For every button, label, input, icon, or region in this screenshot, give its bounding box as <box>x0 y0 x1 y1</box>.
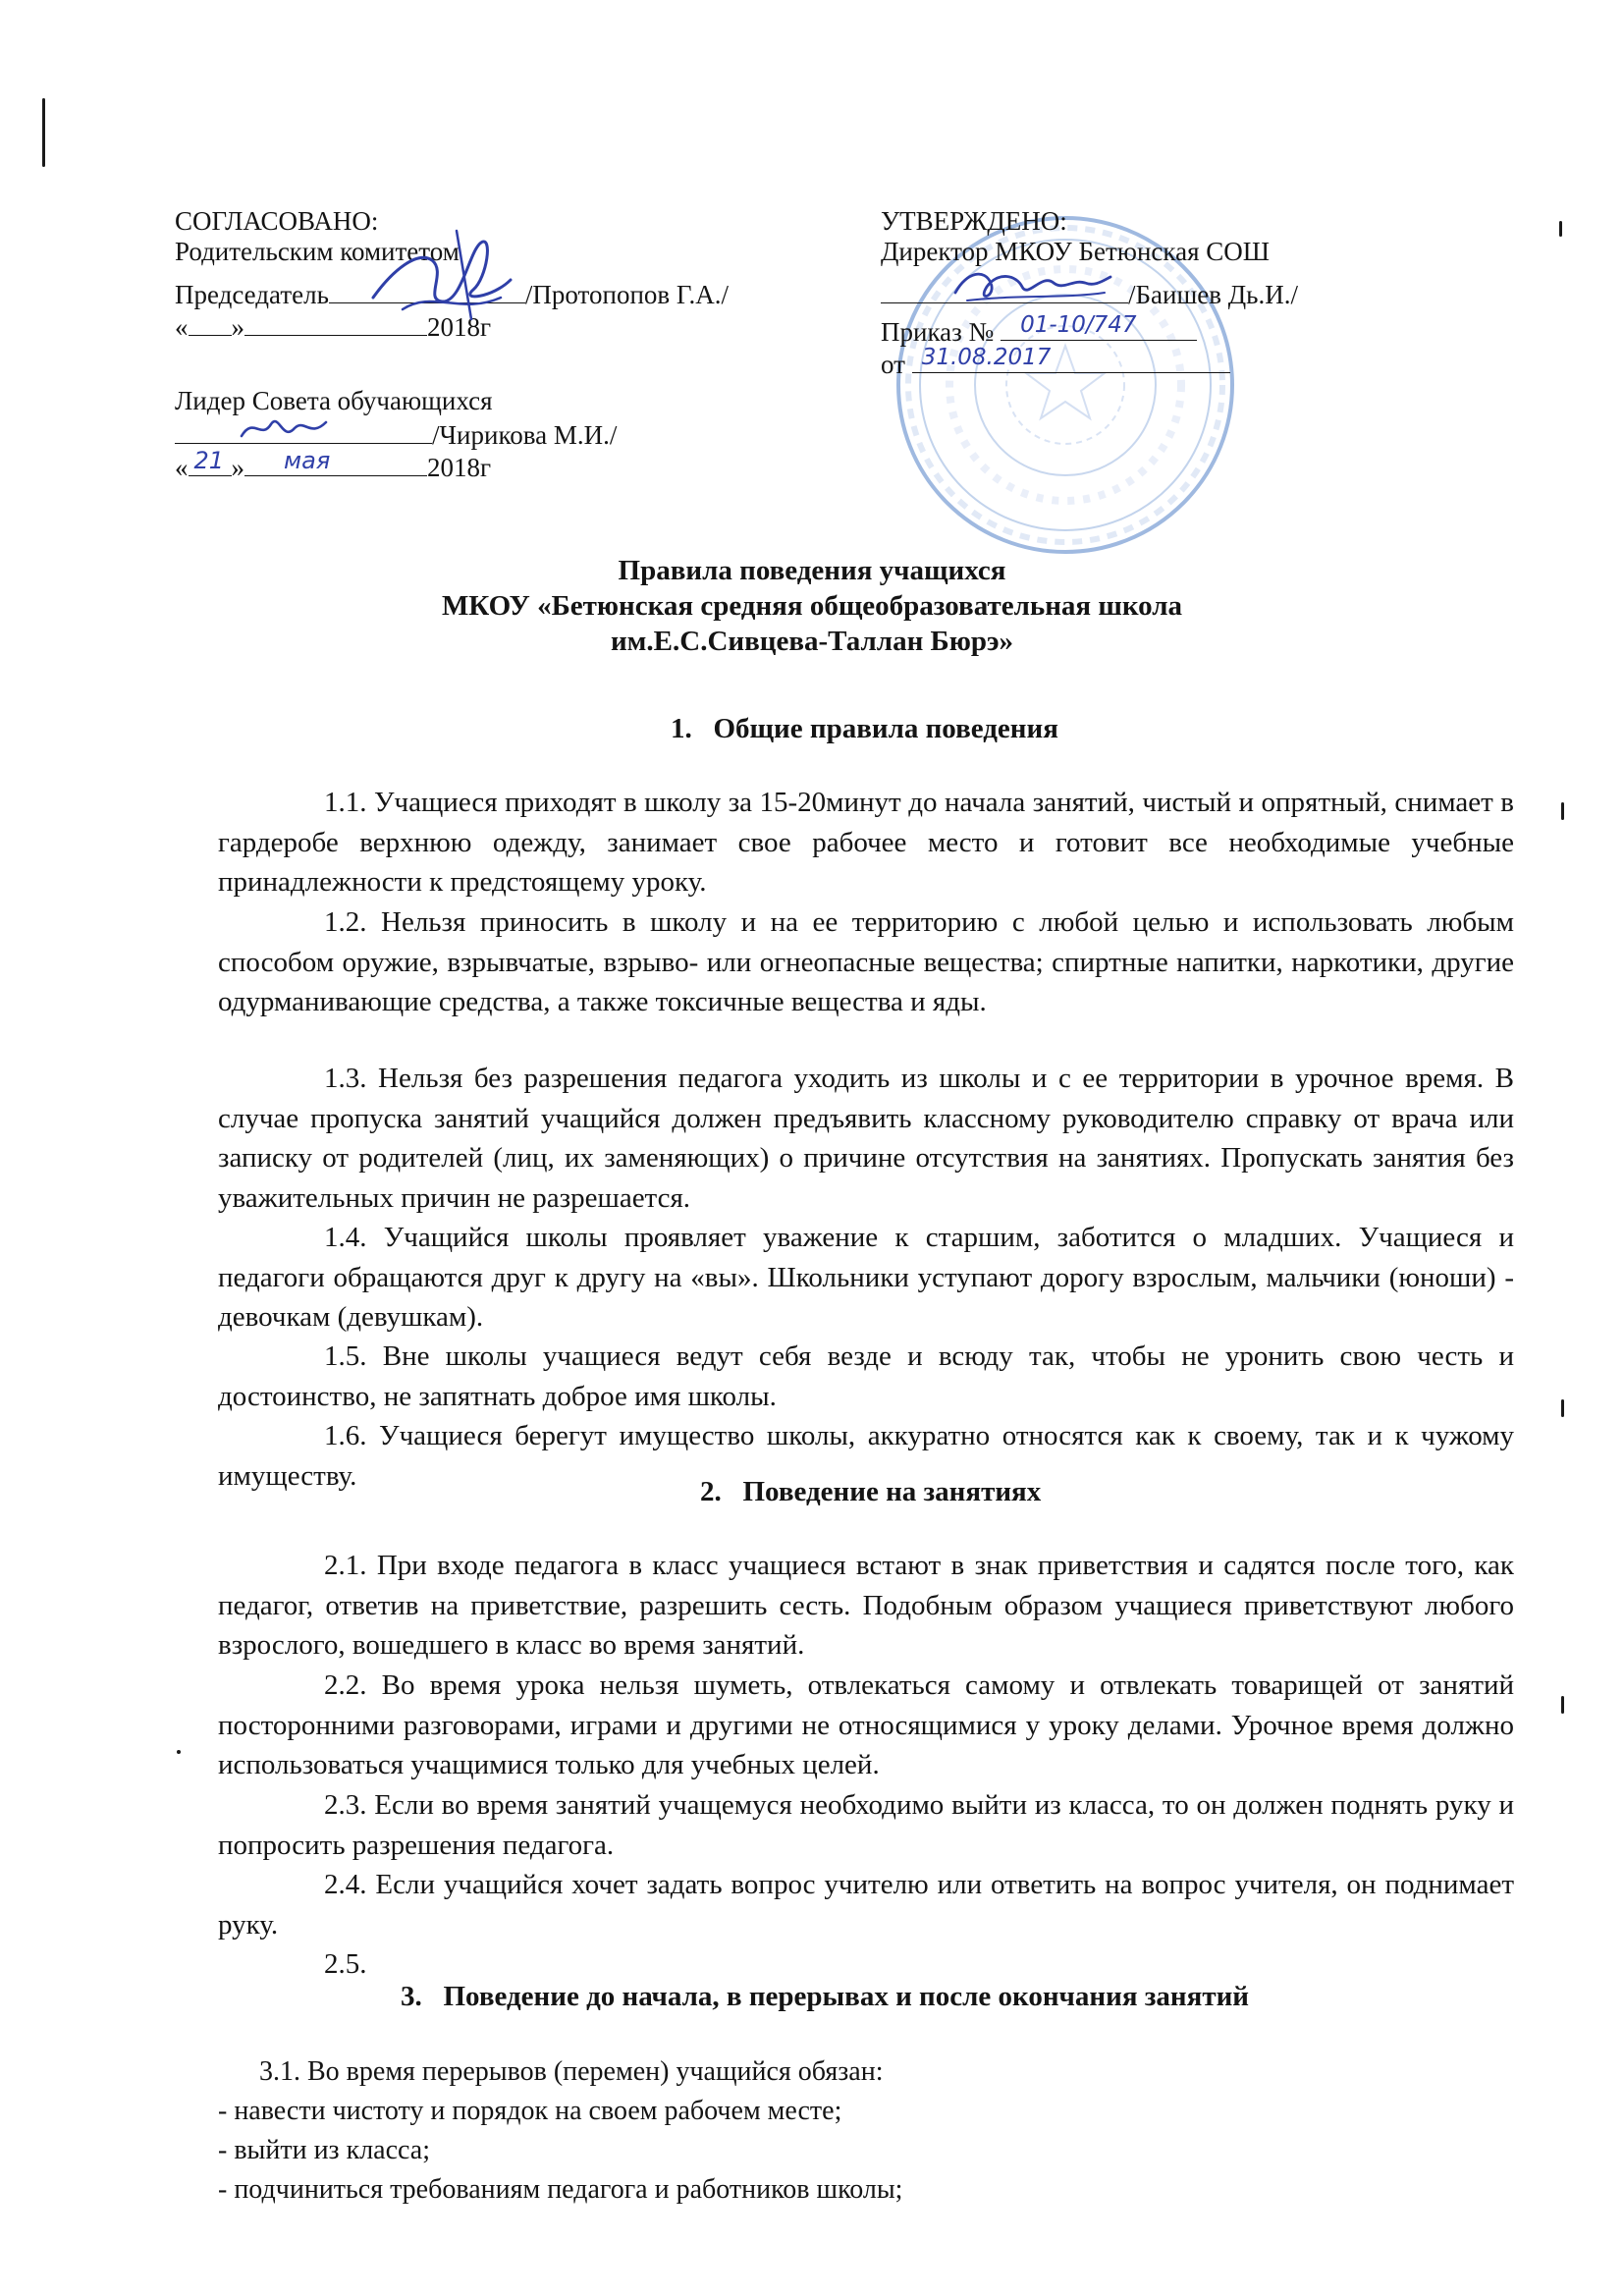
section-2-heading <box>700 1475 1041 1508</box>
date-year: 2018г <box>427 312 492 342</box>
order-label: Приказ № <box>881 317 995 347</box>
date-quote-close: » <box>231 312 244 342</box>
council-day-field <box>189 447 232 476</box>
section-2-title: Поведение на занятиях <box>742 1476 1042 1507</box>
order-number: 01-10/747 <box>1020 312 1137 338</box>
paragraph-2-4: 2.4. Если учащийся хочет задать вопрос учителю или ответить на вопрос учителя, он поднимает руку. <box>218 1869 1514 1941</box>
council-date-quote-open: « <box>175 453 189 482</box>
paragraph-2-5: 2.5. <box>324 1948 367 1980</box>
council-month: мая <box>284 447 331 474</box>
date-day-blank <box>189 313 232 336</box>
paragraph-3-1-intro: 3.1. Во время перерывов (перемен) учащийся обязан: <box>259 2056 884 2087</box>
paragraph-2-2: 2.2. Во время урока нельзя шуметь, отвлекаться самому и отвлекать товарищей от занятий посторонними разговорами, играми и другими не относящимися у уроку делами. Урочное время должно использоваться учащимися только для учебных целей. <box>218 1669 1514 1780</box>
director-name: /Баишев Дь.И./ <box>1128 280 1298 309</box>
document-title-line1: Правила поведения учащихся <box>618 555 1006 586</box>
paragraph-1-4: 1.4. Учащийся школы проявляет уважение к старшим, заботится о младших. Учащиеся и педагоги обращаются друг к другу на «вы». Школьники уступают дорогу взрослым, мальчики (юноши) - девочкам (девушкам). <box>218 1222 1514 1333</box>
list-item: - навести чистоту и порядок на своем рабочем месте; <box>218 2096 842 2126</box>
order-date: 31.08.2017 <box>921 345 1052 370</box>
section-1-heading <box>671 712 1058 745</box>
paragraph-1-3: 1.3. Нельзя без разрешения педагога уходить из школы и с ее территории в урочное время. В случае пропуска занятий учащийся должен предъявить классному руководителю справку от врача или записку от родителей (лиц, их заменяющих) о причине отсутствия на занятиях. Пропускать занятия без уважительных причин не разрешается. <box>218 1063 1514 1214</box>
chair-label: Председатель <box>175 280 329 309</box>
list-item: - подчиниться требованиям педагога и работников школы; <box>218 2174 903 2205</box>
council-year: 2018г <box>427 453 492 482</box>
section-2-number: 2. <box>700 1476 722 1507</box>
section-3-title: Поведение до начала, в перерывах и после окончания занятий <box>443 1981 1249 2012</box>
council-day: 21 <box>193 447 225 474</box>
paragraph-1-5: 1.5. Вне школы учащиеся ведут себя везде и всюду так, чтобы не уронить свою честь и достоинство, не запятнать доброе имя школы. <box>218 1340 1514 1412</box>
section-3-heading <box>401 1980 1249 2013</box>
section-3-number: 3. <box>401 1981 422 2012</box>
date-quote-open: « <box>175 312 189 342</box>
council-name: /Чирикова М.И./ <box>432 420 618 450</box>
scan-mark <box>1561 1399 1564 1417</box>
list-item: - выйти из класса; <box>218 2135 431 2165</box>
paragraph-2-3: 2.3. Если во время занятий учащемуся необходимо выйти из класса, то он должен поднять руку и попросить разрешения педагога. <box>218 1789 1514 1861</box>
scan-mark <box>42 98 45 167</box>
paragraph-1-2: 1.2. Нельзя приносить в школу и на ее территорию с любой целью и использовать любым способом оружие, взрывчатые, взрыво- или огнеопасные вещества; спиртные напитки, наркотики, другие одурманивающие средства, а также токсичные вещества и яды. <box>218 906 1514 1017</box>
approved-label: УТВЕРЖДЕНО: <box>881 206 1067 236</box>
council-signature <box>236 403 334 452</box>
scan-mark <box>1561 802 1564 820</box>
council-date-line <box>175 447 492 482</box>
scan-mark <box>1561 1696 1564 1714</box>
from-label: от <box>881 350 905 379</box>
director-title: Директор МКОУ Бетюнская СОШ <box>881 237 1270 266</box>
scan-mark <box>177 1750 181 1754</box>
agreed-label: СОГЛАСОВАНО: <box>175 206 379 236</box>
paragraph-2-1: 2.1. При входе педагога в класс учащиеся встают в знак приветствия и садятся после того, как педагог, ответив на приветствие, разрешить сесть. Подобным образом учащиеся приветствуют любого взрослого, вошедшего в класс во время занятий. <box>218 1550 1514 1661</box>
document-title-line3: им.Е.С.Сивцева-Таллан Бюрэ» <box>610 626 1014 657</box>
paragraph-1-1: 1.1. Учащиеся приходят в школу за 15-20минут до начала занятий, чистый и опрятный, снимает в гардеробе верхнюю одежду, занимает свое рабочее место и готовит все необходимые учебные принадлежности к предстоящему уроку. <box>218 787 1514 898</box>
paragraph-1-6: 1.6. Учащиеся берегут имущество школы, аккуратно относятся как к своему, так и к чужому имуществу. <box>218 1420 1514 1492</box>
order-number-field <box>1001 312 1197 341</box>
order-date-field <box>912 345 1230 373</box>
council-label: Лидер Совета обучающихся <box>175 386 493 415</box>
council-month-field <box>244 447 427 476</box>
director-signature <box>947 253 1114 312</box>
council-date-quote-close: » <box>231 453 244 482</box>
section-1-title: Общие правила поведения <box>713 713 1058 744</box>
section-1-number: 1. <box>671 713 692 744</box>
committee-name: Родительским комитетом <box>175 237 460 266</box>
scan-mark <box>1559 221 1562 237</box>
chair-signature <box>363 221 520 329</box>
order-date-line <box>881 345 1230 379</box>
document-title-line2: МКОУ «Бетюнская средняя общеобразовательная школа <box>441 590 1183 622</box>
chair-name: /Протопопов Г.А./ <box>524 280 729 309</box>
